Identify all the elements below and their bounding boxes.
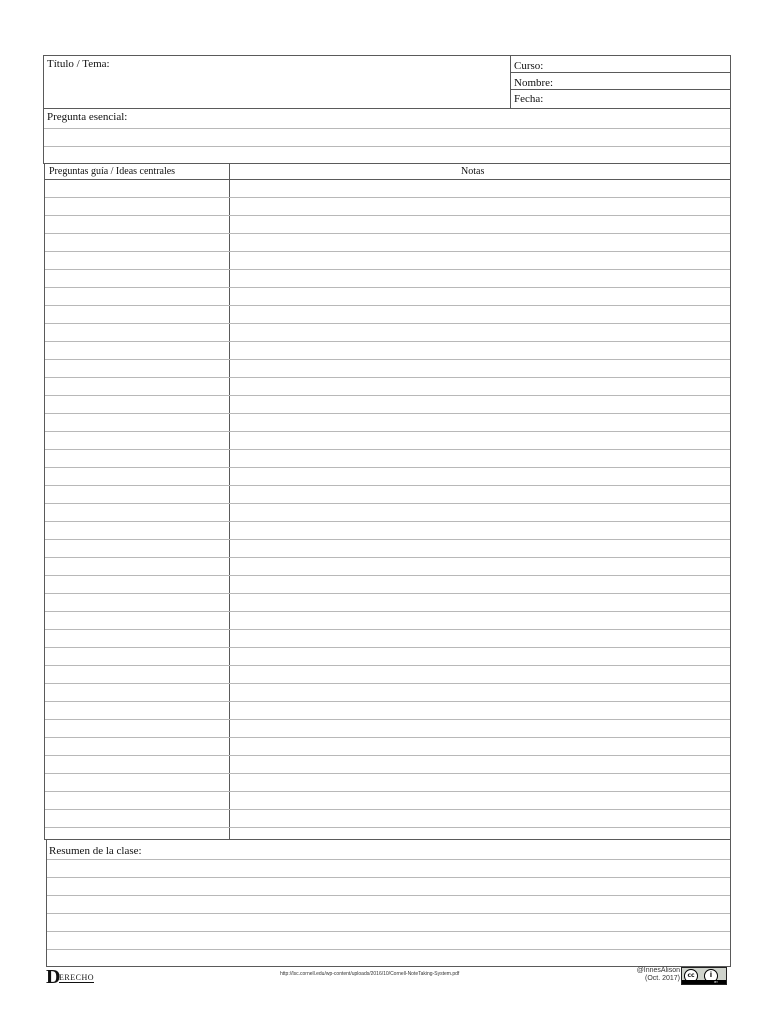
note-line (45, 197, 730, 198)
note-line (45, 719, 730, 720)
name-divider (510, 89, 731, 90)
summary-line (47, 913, 730, 914)
date-label: Fecha: (514, 93, 544, 105)
column-header-divider (44, 179, 731, 180)
author-credit (600, 967, 680, 983)
note-line (45, 773, 730, 774)
essential-question-rule (44, 146, 730, 147)
note-line (45, 359, 730, 360)
header-box (43, 55, 731, 109)
derecho-logo (46, 968, 106, 988)
notes-box (44, 163, 731, 840)
note-line (45, 683, 730, 684)
note-line (45, 629, 730, 630)
note-line (45, 575, 730, 576)
note-line (45, 521, 730, 522)
note-line (45, 395, 730, 396)
notes-column-header: Notas (461, 166, 485, 177)
course-label: Curso: (514, 60, 544, 72)
cue-column-header: Preguntas guía / Ideas centrales (49, 166, 176, 177)
header-divider (510, 55, 511, 109)
note-line (45, 665, 730, 666)
attribution-icon: i (704, 969, 718, 983)
cc-by-license-icon (681, 967, 727, 985)
note-line (45, 467, 730, 468)
note-line (45, 233, 730, 234)
note-line (45, 557, 730, 558)
summary-line (47, 949, 730, 950)
note-line (45, 611, 730, 612)
logo-letter: D (46, 966, 61, 988)
summary-line (47, 877, 730, 878)
logo-text: ERECHO (59, 973, 94, 982)
by-label: BY (682, 980, 726, 984)
author-handle: @InnesAlison (636, 967, 680, 974)
summary-label: Resumen de la clase: (49, 845, 142, 857)
note-line (45, 593, 730, 594)
note-line (45, 827, 730, 828)
title-label: Título / Tema: (47, 58, 110, 70)
essential-question-box (43, 108, 731, 164)
note-line (45, 449, 730, 450)
note-line (45, 377, 730, 378)
note-line (45, 485, 730, 486)
note-line (45, 323, 730, 324)
note-line (45, 305, 730, 306)
note-line (45, 431, 730, 432)
cc-icon: cc (684, 969, 698, 983)
course-divider (510, 72, 731, 73)
note-line (45, 737, 730, 738)
note-line (45, 341, 730, 342)
name-label: Nombre: (514, 77, 554, 89)
note-line (45, 791, 730, 792)
note-line (45, 413, 730, 414)
note-line (45, 809, 730, 810)
note-line (45, 539, 730, 540)
credit-date: (Oct. 2017) (644, 975, 680, 982)
note-line (45, 269, 730, 270)
note-line (45, 287, 730, 288)
note-line (45, 215, 730, 216)
summary-line (47, 895, 730, 896)
note-line (45, 701, 730, 702)
note-line (45, 647, 730, 648)
essential-question-label: Pregunta esencial: (47, 111, 128, 123)
source-url: http://lsc.cornell.edu/wp-content/uploads/2016/10/Cornell-NoteTaking-System.pdf (280, 971, 460, 977)
summary-line (47, 859, 730, 860)
note-line (45, 503, 730, 504)
summary-line (47, 931, 730, 932)
column-divider (229, 163, 230, 840)
essential-question-rule (44, 128, 730, 129)
note-line (45, 251, 730, 252)
note-line (45, 755, 730, 756)
